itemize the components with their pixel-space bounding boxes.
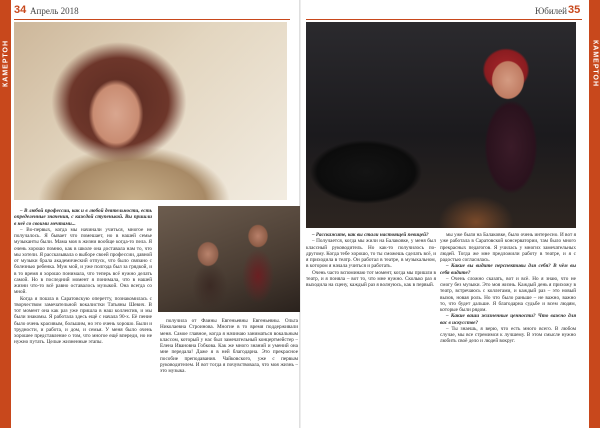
side-tab-left-label: КАМЕРТОН	[2, 39, 9, 88]
duo-photo	[158, 206, 300, 312]
stage-performance-photo	[306, 22, 576, 228]
paragraph: мы уже были на Балаковке, было очень интересно. И вот я уже работала в Саратовской консерватории, там было много прекрасных педагогов. Я училась у многих замечательных людей. Тогда же мне предложили работу в театре, и я с радостью согласилась.	[440, 232, 576, 263]
paragraph: Очень часто вспоминаю тот момент, когда мы пришли в театр, и я поняла – вот то, что мне нужно. Сколько раз я выходила на сцену, каждый раз я волнуюсь, как в первый.	[306, 269, 436, 288]
paragraph: – Какие ваши жизненные ценности? Что важно для вас в искусстве?	[440, 313, 576, 326]
paragraph: – Какие вы видите перспективы для себя? В чём вы себя видите?	[440, 263, 576, 276]
paragraph: – Ты знаешь, я верю, что есть много всего. В любом случае, мы все стремимся к лучшему. В этом смысле нужно любить своё дело и людей вокруг.	[440, 325, 576, 345]
portrait-photo	[14, 22, 287, 200]
paragraph: – Расскажите, как вы стали настоящей певицей?	[312, 232, 429, 238]
side-tab-right-label: КАМЕРТОН	[591, 39, 598, 88]
side-tab-right	[589, 0, 600, 428]
text-column-2	[160, 318, 298, 374]
text-column-3	[306, 232, 436, 288]
right-header-rule	[306, 19, 582, 20]
text-column-4	[440, 232, 576, 345]
side-tab-left	[0, 0, 11, 428]
left-page-number: 34	[14, 4, 27, 16]
paragraph: получила от Фаины Евгеньевны Евгеньевны. Ольга Николаевна Строинова. Многие в то время поддерживали меня. Самое главное, когда я начинаю заниматься вокальным классом, который у нас был замечательный концертмейстер – Елена Ивановна Гобкова. Как же много знаний и умений она мне передала! Даже я в ней благодарна. Это прекрасное пособие преподавания. Чайковского, уже с первым руководителем. И вот тогда я почувствовала, что моя жизнь – это музыка.	[160, 318, 298, 374]
paragraph: – Получается, когда мы жили на Балаковке, у меня был классный руководитель. Но как-то получилось по-другому. Когда тебе хорошо, то ты сможешь сделать всё, и я приходила в театр. Он работал в театре, в музыкальном, в котором я начала учиться и работать.	[306, 238, 436, 270]
text-column-1	[14, 208, 152, 346]
left-page-title: Апрель 2018	[30, 6, 79, 16]
paragraph: – Очень сложно сказать, вот и всё. Но я знаю, что не смогу без музыки. Это моя жизнь. Каждый день я прихожу в театр, встречаюсь с коллегами, и каждый раз – это новый вызов, новая роль. Но что было раньше – не важно, важно то, что будет дальше. Я благодарна судьбе и всем людям, которые были рядом.	[440, 275, 576, 313]
paragraph: – Во-первых, когда мы начинали учиться, многое не получалось. Я бывает что помешает, но в нашей семье музыканты были. Мама моя в жизни вообще когда-то пела. Я очень хорошо помню, как в школе она доставала нам то, что мы хотели. Я рассказывала о выборе своей профессии, давной от музыки брала академический отпуск, что было связано с болезнью ребенка. Муж мой, и уже полгода был за грядкой, и в то время я хорошо понимала, что теперь всё нужно делать самой. Но в последний момент я понимала, что в нашей жизни что-то всё равно оставалось музыкой. Она всегда со мной.	[14, 226, 153, 296]
paragraph: Когда я пошла в Саратовскую оперетту, познакомилась с творчеством замечательной вокалистки Татьяны Шевич. В тот момент она как раз уже пришла в наш коллектив, и мы были знакомы. Я работала здесь ещё с начала 90-х. Её пение было очень красивым, большим, но это очень хорошо. Были и трудности, и работа, и дом, и семья. У меня было очень хорошее представление о том, что многое ещё впереди, но не нужно путать. Целые жизненные этапы.	[14, 295, 152, 346]
right-page-title: Юбилей	[535, 6, 567, 16]
left-header-rule	[14, 19, 290, 20]
paragraph: – В любой профессии, как и в любой деятельности, есть определенные значения, с каждой ступенькой. Вы пришли в неё со своими мечтами...	[14, 208, 152, 227]
right-page-number: 35	[568, 4, 581, 16]
